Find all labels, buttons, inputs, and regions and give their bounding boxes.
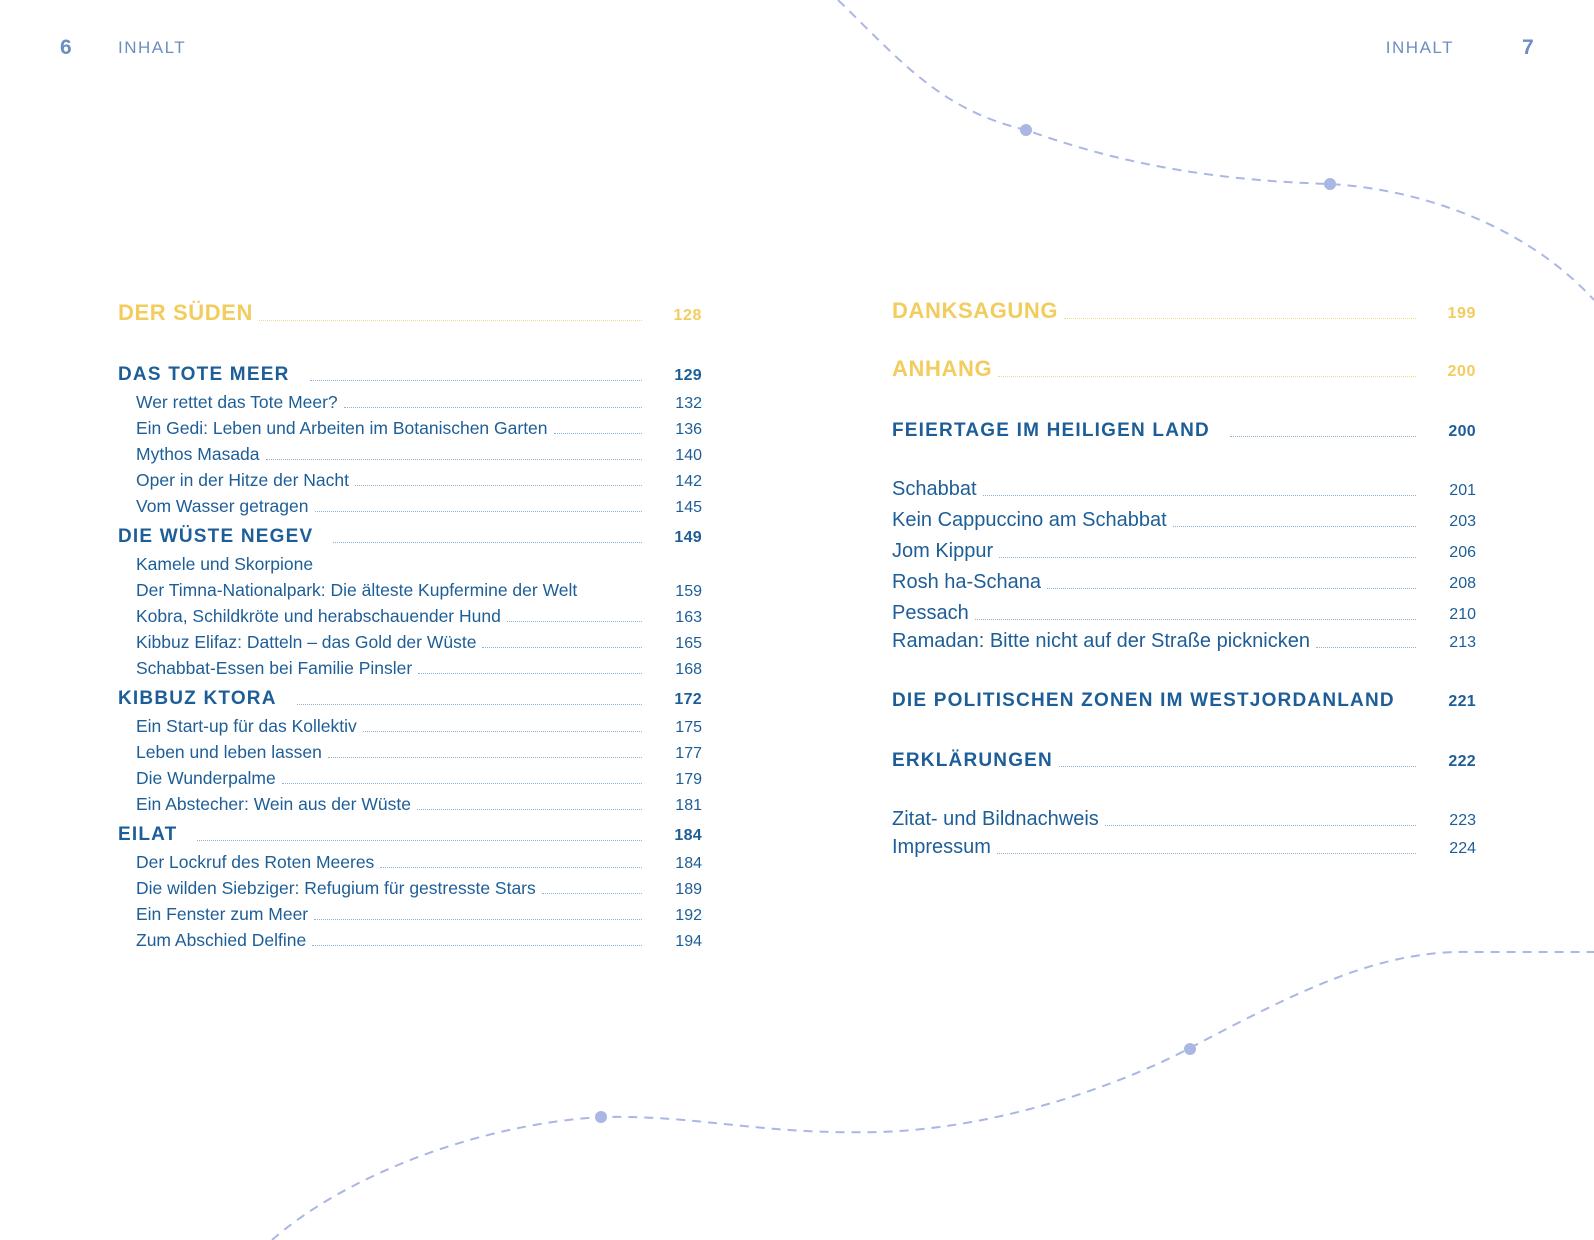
toc-entry — [892, 602, 1476, 625]
dot-leader — [1105, 824, 1416, 826]
toc-section — [118, 470, 702, 491]
toc-title: DANKSAGUNG — [892, 298, 1059, 323]
toc-page: 194 — [675, 933, 702, 950]
dot-leader — [583, 595, 642, 596]
toc-title: Mythos Masada — [136, 444, 260, 464]
toc-title: Der Lockruf des Roten Meeres — [136, 852, 375, 872]
toc-page: 184 — [674, 827, 702, 844]
toc-title: Oper in der Hitze der Nacht — [136, 470, 350, 490]
toc-title: Vom Wasser getragen — [136, 496, 309, 516]
toc-section — [118, 768, 702, 789]
toc-section — [118, 580, 702, 601]
toc-entry — [892, 630, 1476, 653]
toc-section — [118, 878, 702, 899]
toc-title: Kein Cappuccino am Schabbat — [892, 509, 1167, 531]
toc-title: Ein Fenster zum Meer — [136, 904, 309, 924]
dot-leader — [983, 494, 1416, 496]
toc-title: Die Wunderpalme — [136, 768, 276, 788]
toc-page: 184 — [675, 855, 702, 872]
toc-entry — [892, 836, 1476, 859]
toc-page: 200 — [1448, 423, 1476, 440]
toc-section — [118, 554, 702, 575]
toc-title: Schabbat — [892, 478, 977, 500]
route-dot — [1020, 124, 1032, 136]
toc-chapter — [892, 690, 1476, 712]
toc-page: 165 — [675, 635, 702, 652]
toc-entry — [892, 509, 1476, 532]
dot-leader — [328, 756, 642, 758]
toc-page: 128 — [673, 307, 702, 324]
toc-page: 129 — [674, 367, 702, 384]
toc-title: DAS TOTE MEER — [118, 364, 290, 385]
toc-entry — [892, 540, 1476, 563]
toc-title: Impressum — [892, 836, 991, 858]
toc-section — [118, 392, 702, 413]
dot-leader — [259, 319, 642, 321]
toc-page: 222 — [1448, 753, 1476, 770]
toc-section — [118, 904, 702, 925]
dot-leader — [197, 839, 642, 841]
toc-part — [118, 300, 702, 326]
dot-leader — [333, 541, 642, 543]
dot-leader — [1230, 435, 1416, 437]
dot-leader — [507, 620, 642, 622]
dot-leader — [312, 944, 642, 946]
toc-page: 168 — [675, 661, 702, 678]
toc-title: Schabbat-Essen bei Familie Pinsler — [136, 658, 413, 678]
left-page-number: 6 — [60, 36, 72, 59]
toc-page: 192 — [675, 907, 702, 924]
toc-page: 189 — [675, 881, 702, 898]
toc-entry — [892, 571, 1476, 594]
dot-leader — [1064, 317, 1416, 319]
toc-page: 172 — [674, 691, 702, 708]
toc-title: Pessach — [892, 602, 969, 624]
toc-section — [118, 852, 702, 873]
toc-title: Jom Kippur — [892, 540, 994, 562]
dot-leader — [418, 672, 642, 674]
toc-page: 221 — [1448, 693, 1476, 710]
toc-part — [892, 356, 1476, 382]
toc-title: DER SÜDEN — [118, 300, 253, 325]
dot-leader — [1401, 706, 1416, 707]
dot-leader — [999, 556, 1416, 558]
toc-title: Ein Abstecher: Wein aus der Wüste — [136, 794, 411, 814]
toc-page: 163 — [675, 609, 702, 626]
toc-title: Kamele und Skorpione — [136, 554, 314, 574]
toc-page: 159 — [675, 583, 702, 600]
toc-page: 199 — [1447, 305, 1476, 322]
toc-page: 181 — [675, 797, 702, 814]
dot-leader — [315, 510, 643, 512]
toc-title: Leben und leben lassen — [136, 742, 322, 762]
toc-title: Kobra, Schildkröte und herabschauender Hund — [136, 606, 501, 626]
toc-page: 136 — [675, 421, 702, 438]
toc-section — [118, 716, 702, 737]
toc-title: Rosh ha-Schana — [892, 571, 1041, 593]
dot-leader — [344, 406, 642, 408]
toc-page: 179 — [675, 771, 702, 788]
toc-part — [892, 298, 1476, 324]
route-dot — [595, 1111, 607, 1123]
toc-title: EILAT — [118, 824, 178, 845]
toc-title: Wer rettet das Tote Meer? — [136, 392, 338, 412]
dot-leader — [554, 432, 642, 434]
toc-title: ERKLÄRUNGEN — [892, 750, 1053, 771]
toc-title: DIE WÜSTE NEGEV — [118, 526, 314, 547]
dot-leader — [363, 730, 642, 732]
toc-page: 203 — [1449, 513, 1476, 530]
dot-leader — [998, 375, 1416, 377]
toc-page: 210 — [1449, 606, 1476, 623]
toc-title: Kibbuz Elifaz: Datteln – das Gold der Wüste — [136, 632, 477, 652]
toc-title: Ramadan: Bitte nicht auf der Straße picknicken — [892, 630, 1310, 652]
dot-leader — [1047, 587, 1416, 589]
dot-leader — [482, 646, 642, 648]
toc-title: Der Timna-Nationalpark: Die älteste Kupfermine der Welt — [136, 580, 578, 600]
toc-page: 132 — [675, 395, 702, 412]
route-dot — [1184, 1043, 1196, 1055]
dot-leader — [975, 618, 1416, 620]
toc-title: DIE POLITISCHEN ZONEN IM WESTJORDANLAND — [892, 690, 1395, 711]
toc-page: 142 — [675, 473, 702, 490]
right-running-header: INHALT — [1385, 38, 1454, 57]
dot-leader — [380, 866, 642, 868]
toc-chapter — [118, 526, 702, 548]
toc-title: Zum Abschied Delfine — [136, 930, 307, 950]
toc-title: KIBBUZ KTORA — [118, 688, 277, 709]
toc-page: 177 — [675, 745, 702, 762]
toc-section — [118, 632, 702, 653]
dot-leader — [310, 379, 643, 381]
toc-entry — [892, 808, 1476, 831]
toc-page: 224 — [1449, 840, 1476, 857]
toc-chapter — [892, 750, 1476, 772]
toc-chapter — [118, 364, 702, 386]
toc-section — [118, 794, 702, 815]
toc-chapter — [892, 420, 1476, 442]
dot-leader — [417, 808, 642, 810]
toc-chapter — [118, 688, 702, 710]
dot-leader — [266, 458, 642, 460]
dot-leader — [314, 918, 642, 920]
toc-page: 208 — [1449, 575, 1476, 592]
toc-section — [118, 444, 702, 465]
toc-chapter — [118, 824, 702, 846]
toc-title: Zitat- und Bildnachweis — [892, 808, 1099, 830]
toc-section — [118, 930, 702, 951]
toc-title: ANHANG — [892, 356, 993, 381]
dot-leader — [282, 782, 642, 784]
toc-page: 149 — [674, 529, 702, 546]
dot-leader — [1059, 765, 1416, 767]
dot-leader — [297, 703, 642, 705]
toc-page: 175 — [675, 719, 702, 736]
toc-title: Die wilden Siebziger: Refugium für gestresste Stars — [136, 878, 536, 898]
toc-title: FEIERTAGE IM HEILIGEN LAND — [892, 420, 1210, 441]
toc-section — [118, 606, 702, 627]
toc-title: Ein Start-up für das Kollektiv — [136, 716, 357, 736]
route-dot — [1324, 178, 1336, 190]
dot-leader — [1316, 646, 1416, 648]
toc-section — [118, 742, 702, 763]
toc-page: 145 — [675, 499, 702, 516]
right-page-number: 7 — [1522, 36, 1534, 59]
toc-page: 201 — [1449, 482, 1476, 499]
left-running-header: INHALT — [118, 38, 187, 57]
dot-leader — [1173, 525, 1416, 527]
toc-section — [118, 418, 702, 439]
toc-section — [118, 496, 702, 517]
dot-leader — [355, 484, 642, 486]
toc-title: Ein Gedi: Leben und Arbeiten im Botanischen Garten — [136, 418, 548, 438]
toc-section — [118, 658, 702, 679]
dot-leader — [542, 892, 642, 894]
toc-page: 213 — [1449, 634, 1476, 651]
toc-page: 223 — [1449, 812, 1476, 829]
toc-page: 206 — [1449, 544, 1476, 561]
toc-entry — [892, 478, 1476, 501]
dot-leader — [997, 852, 1416, 854]
toc-page: 200 — [1447, 363, 1476, 380]
toc-page: 140 — [675, 447, 702, 464]
